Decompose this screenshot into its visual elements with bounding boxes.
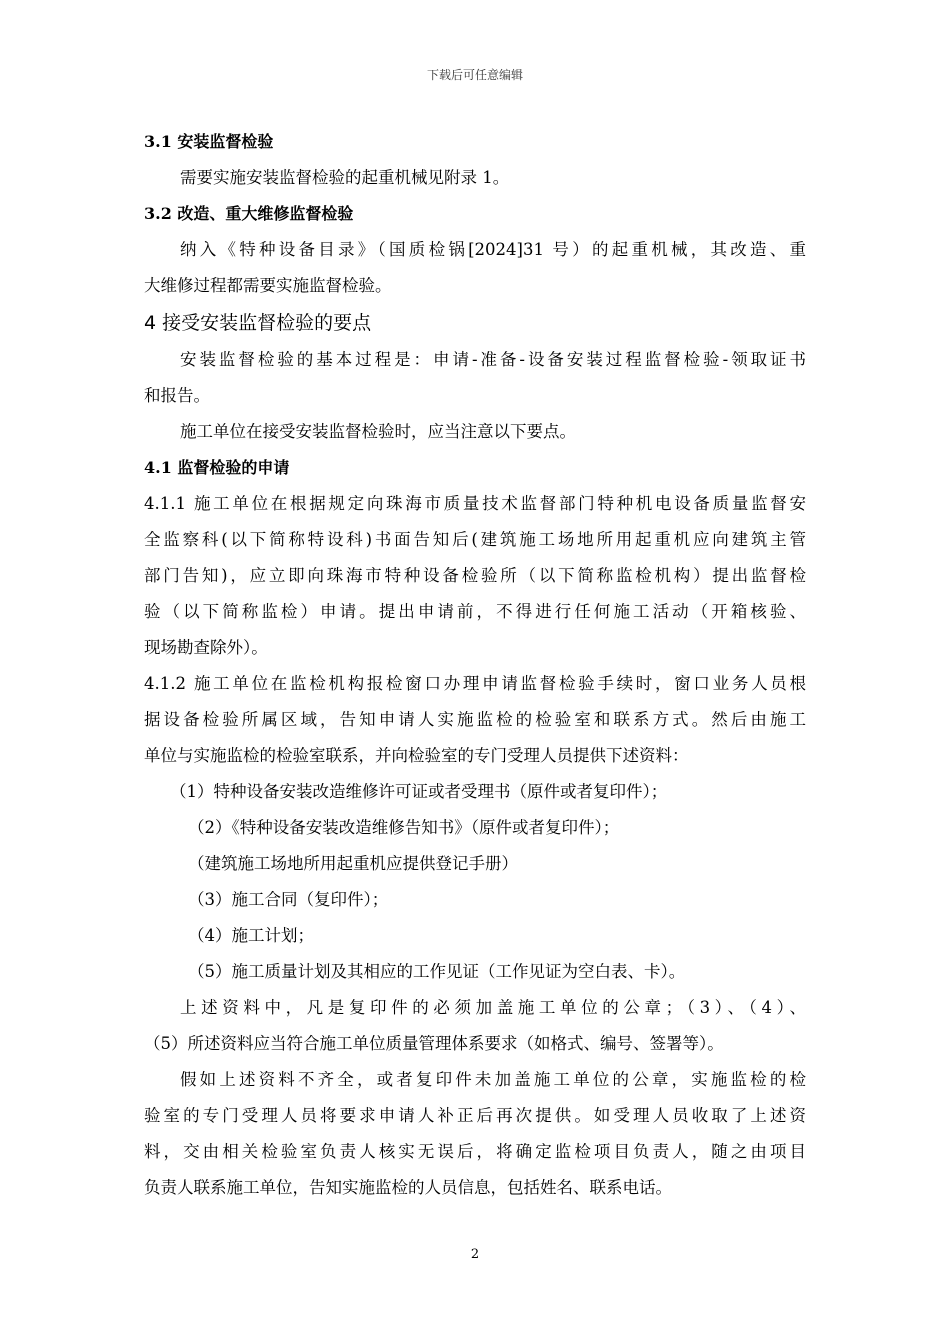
text-line: 验室的专门受理人员将要求申请人补正后再次提供。如受理人员收取了上述资 [144,1106,806,1125]
text-line: 现场勘查除外）。 [144,638,268,657]
document-body [144,124,806,1206]
section-heading: 3.1 安装监督检验 [144,132,274,151]
text-line: 全监察科(以下简称特设科)书面告知后(建筑施工场地所用起重机应向建筑主管 [144,530,806,549]
section-heading: 4.1 监督检验的申请 [144,458,290,477]
section-heading: 3.2 改造、重大维修监督检验 [144,204,354,223]
text-line: 纳入《特种设备目录》（国质检锅[2024]31 号）的起重机械，其改造、重 [180,240,806,259]
text-line: 4.1.2 施工单位在监检机构报检窗口办理申请监督检验手续时，窗口业务人员根 [144,674,806,693]
text-line: （3）施工合同（复印件）； [188,890,389,909]
text-line: （1）特种设备安装改造维修许可证或者受理书（原件或者复印件）； [170,782,668,801]
text-line: （4）施工计划； [188,926,314,945]
text-line: （2）《特种设备安装改造维修告知书》（原件或者复印件）； [188,818,620,837]
text-line: 施工单位在接受安装监督检验时，应当注意以下要点。 [180,422,576,441]
text-line: 4.1.1 施工单位在根据规定向珠海市质量技术监督部门特种机电设备质量监督安 [144,494,806,513]
text-line: 料，交由相关检验室负责人核实无误后，将确定监检项目负责人，随之由项目 [144,1142,806,1161]
text-line: 安装监督检验的基本过程是：申请-准备-设备安装过程监督检验-领取证书 [180,350,806,369]
text-line: 负责人联系施工单位，告知实施监检的人员信息，包括姓名、联系电话。 [144,1178,672,1197]
text-line: 大维修过程都需要实施监督检验。 [144,276,392,295]
text-line: 上述资料中，凡是复印件的必须加盖施工单位的公章；（3）、（4）、 [180,998,806,1017]
text-line: 验（以下简称监检）申请。提出申请前，不得进行任何施工活动（开箱核验、 [144,602,806,621]
text-line: 部门告知)，应立即向珠海市特种设备检验所（以下简称监检机构）提出监督检 [144,566,806,585]
text-line: （5）施工质量计划及其相应的工作见证（工作见证为空白表、卡）。 [188,962,686,981]
chapter-heading: 4 接受安装监督检验的要点 [144,312,372,334]
text-line: 单位与实施监检的检验室联系，并向检验室的专门受理人员提供下述资料： [144,746,689,765]
text-line: （5）所述资料应当符合施工单位质量管理体系要求（如格式、编号、签署等）。 [144,1034,724,1053]
page-header: 下载后可任意编辑 [426,68,523,82]
text-line: 需要实施安装监督检验的起重机械见附录 1。 [180,168,510,187]
text-line: 假如上述资料不齐全，或者复印件未加盖施工单位的公章，实施监检的检 [180,1070,806,1089]
page-number: 2 [470,1247,480,1262]
text-line: 据设备检验所属区域，告知申请人实施监检的检验室和联系方式。然后由施工 [144,710,806,729]
text-line: （建筑施工场地所用起重机应提供登记手册） [188,854,518,873]
text-line: 和报告。 [144,386,210,405]
